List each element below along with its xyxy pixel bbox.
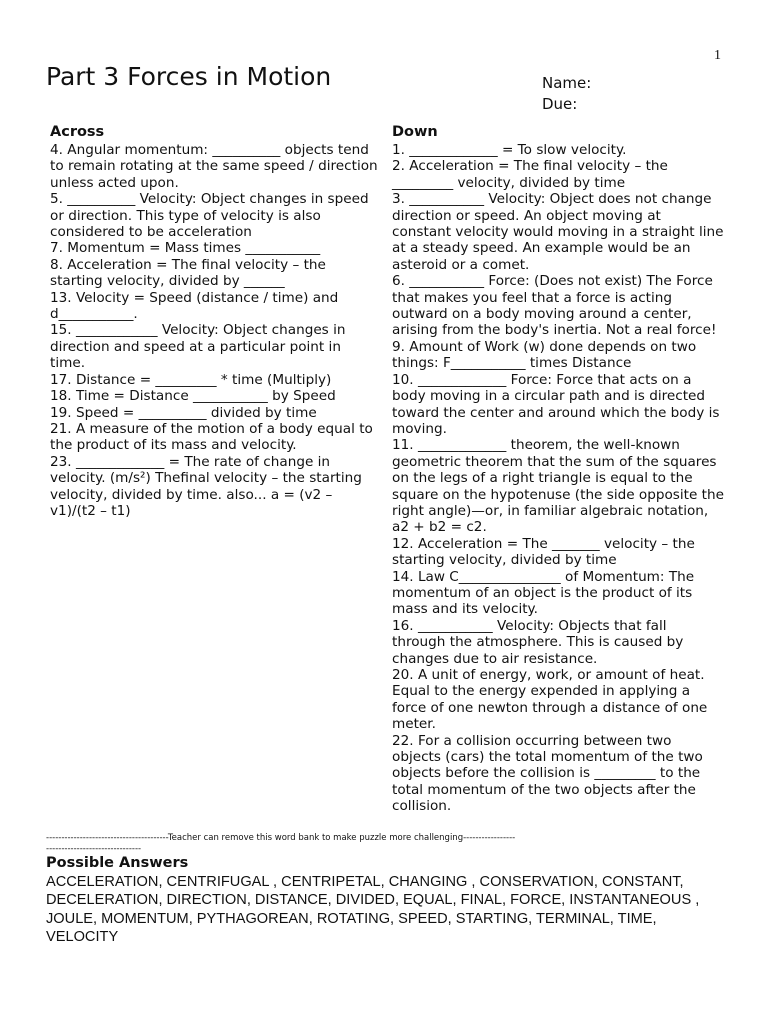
- across-clue: 19. Speed = __________ divided by time: [50, 404, 317, 421]
- down-clue: 9. Amount of Work (w) done depends on two things: F___________ times Distance: [392, 338, 697, 372]
- down-clue: 6. ___________ Force: (Does not exist) The Force that makes you feel that a force is acting outward on a body moving around a center, arising from the body's inertia. Not a real force!: [392, 273, 717, 339]
- word-bank-list: ACCELERATION, CENTRIFUGAL , CENTRIPETAL, CHANGING , CONSERVATION, CONSTANT, DECELERATION, DIRECTION, DISTANCE, DIVIDED, EQUAL, FINAL, FORCE, INSTANTANEOUS , JOULE, MOMENTUM, PYTHAGOREAN, ROTATING, SPEED, STARTING, TERMINAL, TIME, VELOCITY: [46, 874, 700, 946]
- down-column: [392, 123, 724, 815]
- across-clue: 15. ____________ Velocity: Object changes in direction and speed at a particular point in time.: [50, 322, 346, 372]
- down-clue: 12. Acceleration = The _______ velocity – the starting velocity, divided by time: [392, 535, 695, 569]
- across-clue: 5. __________ Velocity: Object changes in speed or direction. This type of velocity is also considered to be acceleration: [50, 191, 369, 241]
- down-clue: 11. _____________ theorem, the well-known geometric theorem that the sum of the squares on the legs of a right triangle is equal to the square on the hypotenuse (the side opposite the right angle)—or, in familiar algebraic notation, a2 + b2 = c2.: [392, 437, 724, 536]
- down-clue: 14. Law C_______________ of Momentum: The momentum of an object is the product of its mass and its velocity.: [392, 568, 695, 618]
- word-bank: [46, 854, 716, 947]
- across-clue: 17. Distance = _________ * time (Multiply): [50, 371, 332, 388]
- across-clue: 4. Angular momentum: __________ objects tend to remain rotating at the same speed / direction unless acted upon.: [50, 142, 378, 191]
- across-column: [50, 123, 380, 519]
- across-clue: 8. Acceleration = The final velocity – the starting velocity, divided by ______: [50, 256, 326, 290]
- word-bank-heading: Possible Answers: [46, 855, 189, 871]
- word-bank-divider: ----------------------------------------Teacher can remove this word bank to make puzzle more challenging------------------------------------------------: [46, 833, 516, 854]
- down-clue: 2. Acceleration = The final velocity – the _________ velocity, divided by time: [392, 158, 668, 191]
- across-clue: 21. A measure of the motion of a body equal to the product of its mass and velocity.: [50, 420, 373, 454]
- down-clue: 22. For a collision occurring between two objects (cars) the total momentum of the two objects before the collision is _________ to the total momentum of the two objects after the collision.: [392, 732, 703, 815]
- down-clue: 20. A unit of energy, work, or amount of heat. Equal to the energy expended in applying a force of one newton through a distance of one meter.: [392, 667, 708, 733]
- across-clue: 13. Velocity = Speed (distance / time) and d___________.: [50, 289, 339, 323]
- name-label: Name:: [542, 74, 592, 92]
- down-heading: Down: [392, 124, 438, 140]
- across-clue: 18. Time = Distance ___________ by Speed: [50, 388, 336, 405]
- page-number: 1: [714, 48, 721, 63]
- down-clue: 1. _____________ = To slow velocity.: [392, 142, 627, 158]
- down-clue: 10. _____________ Force: Force that acts on a body moving in a circular path and is directed toward the center and around which the body is moving.: [392, 371, 720, 437]
- across-clue: 23. _____________ = The rate of change in velocity. (m/s²) Thefinal velocity – the starting velocity, divided by time. also... a = (v2 – v1)/(t2 – t1): [50, 453, 362, 519]
- down-clue: 3. ___________ Velocity: Object does not change direction or speed. An object moving at constant velocity would moving in a straight line at a steady speed. An example would be an asteroid or a comet.: [392, 191, 724, 273]
- across-clue: 7. Momentum = Mass times ___________: [50, 240, 321, 257]
- down-clue: 16. ___________ Velocity: Objects that fall through the atmosphere. This is caused by changes due to air resistance.: [392, 617, 684, 667]
- across-heading: Across: [50, 124, 105, 140]
- page-title: Part 3 Forces in Motion: [46, 62, 332, 91]
- due-label: Due:: [542, 95, 578, 113]
- name-due-block: [542, 73, 591, 115]
